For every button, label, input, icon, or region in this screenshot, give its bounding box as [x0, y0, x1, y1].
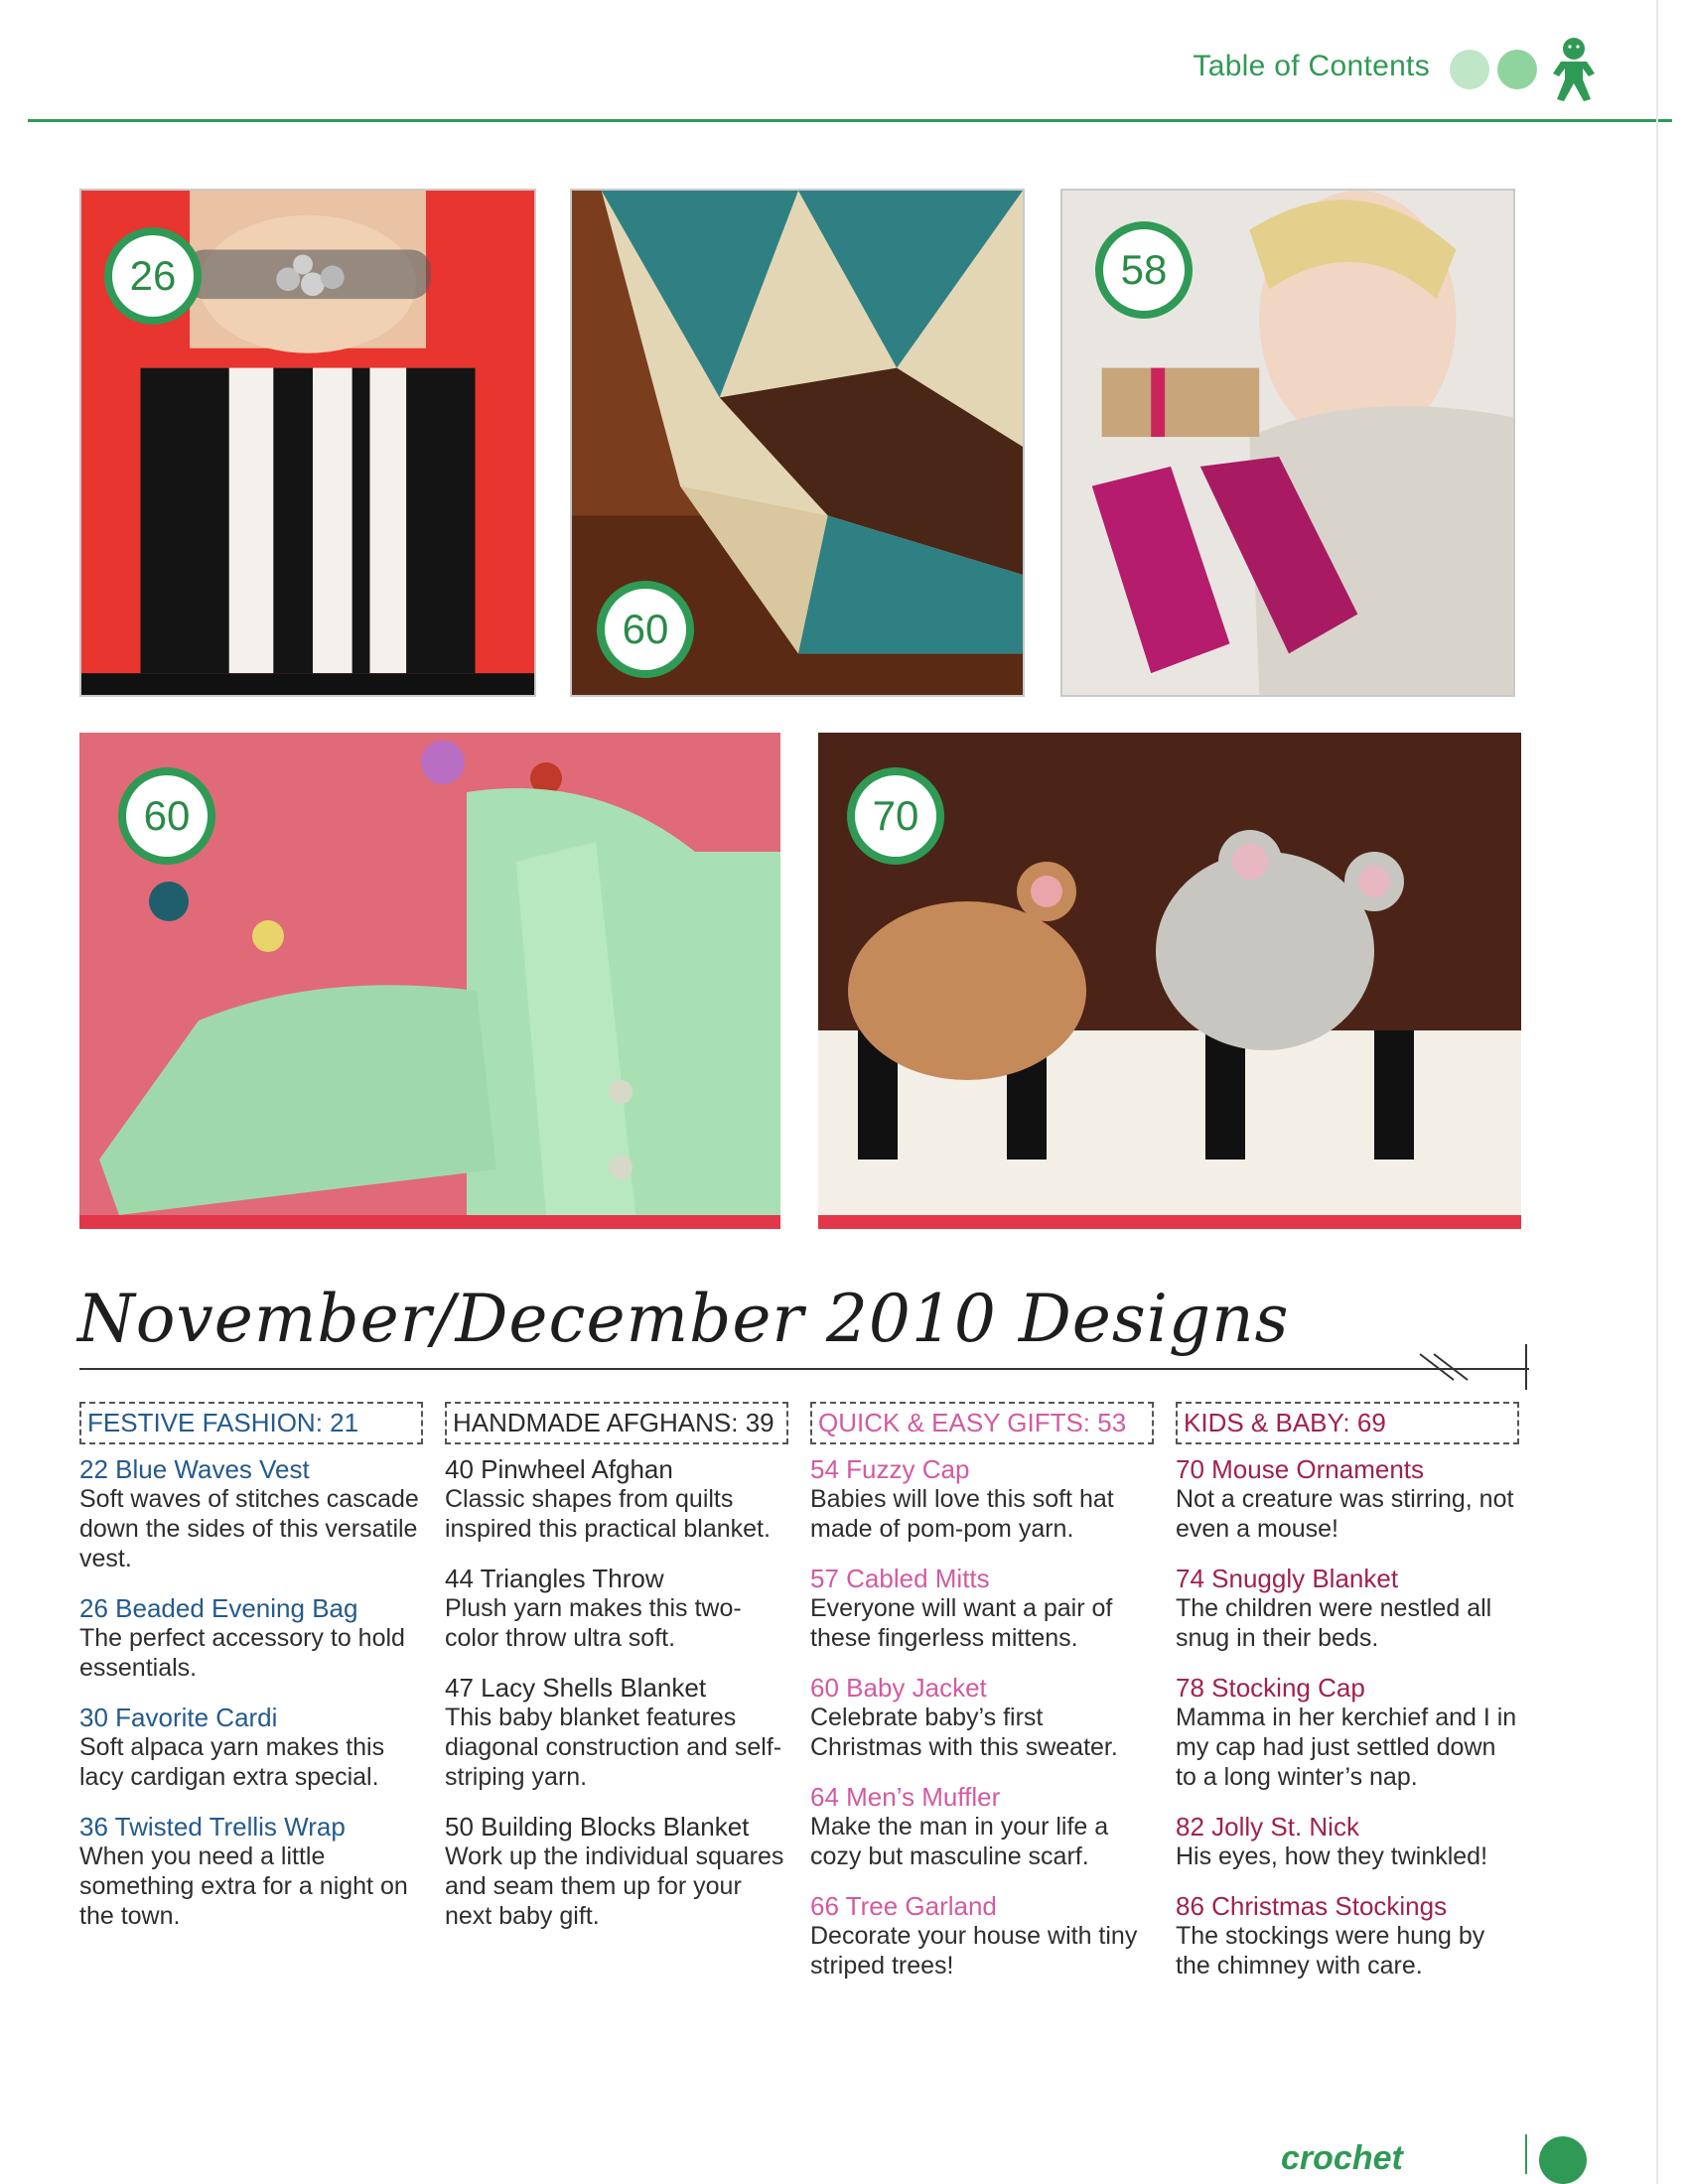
cabled-mitts-photo [1060, 189, 1515, 697]
title-underline [79, 1368, 1529, 1370]
section-kids-baby [1176, 1402, 1519, 2000]
item-title: 66 Tree Garland [810, 1891, 997, 1921]
list-item[interactable] [79, 1593, 423, 1683]
item-title: 26 Beaded Evening Bag [79, 1593, 358, 1623]
item-title: 57 Cabled Mitts [810, 1564, 990, 1593]
section-heading: KIDS & BABY: 69 [1176, 1402, 1519, 1444]
list-item[interactable] [79, 1812, 423, 1931]
photo-accent-bar [818, 1215, 1521, 1229]
header-divider [28, 119, 1672, 122]
list-item[interactable] [445, 1812, 788, 1931]
page-section-title: Table of Contents [1193, 50, 1430, 82]
list-item[interactable] [79, 1703, 423, 1792]
list-item[interactable] [810, 1673, 1154, 1762]
item-description: Soft waves of stitches cascade down the sides of this versatile vest. [79, 1485, 419, 1572]
item-description: Everyone will want a pair of these fingerless mittens. [810, 1594, 1113, 1652]
item-description: Work up the individual squares and seam them up for your next baby gift. [445, 1843, 784, 1930]
item-title: 64 Men’s Muffler [810, 1782, 1001, 1812]
item-title: 60 Baby Jacket [810, 1673, 987, 1703]
item-description: Celebrate baby’s first Christmas with this sweater. [810, 1704, 1118, 1761]
item-description: His eyes, how they twinkled! [1176, 1843, 1488, 1870]
item-title: 78 Stocking Cap [1176, 1673, 1365, 1703]
list-item[interactable] [810, 1891, 1154, 1980]
list-item[interactable] [810, 1454, 1154, 1544]
item-title: 82 Jolly St. Nick [1176, 1812, 1359, 1842]
section-heading: QUICK & EASY GIFTS: 53 [810, 1402, 1154, 1444]
item-title: 50 Building Blocks Blanket [445, 1812, 750, 1842]
item-description: Plush yarn makes this two-color throw ultra soft. [445, 1594, 742, 1652]
list-item[interactable] [810, 1782, 1154, 1871]
item-title: 30 Favorite Cardi [79, 1703, 278, 1732]
item-title: 74 Snuggly Blanket [1176, 1564, 1399, 1593]
item-title: 70 Mouse Ornaments [1176, 1454, 1425, 1484]
item-description: This baby blanket features diagonal construction and self-striping yarn. [445, 1704, 782, 1791]
page-number-dot [1539, 2136, 1587, 2184]
decorative-dot-light [1450, 50, 1489, 89]
list-item[interactable] [445, 1673, 788, 1792]
page-number-badge: 60 [115, 764, 218, 868]
list-item[interactable] [1176, 1812, 1519, 1871]
issue-title: November/December 2010 Designs [77, 1281, 1290, 1357]
section-handmade-afghans [445, 1402, 788, 1951]
item-title: 54 Fuzzy Cap [810, 1454, 970, 1484]
item-description: Classic shapes from quilts inspired this practical blanket. [445, 1485, 771, 1543]
item-description: Make the man in your life a cozy but masculine scarf. [810, 1813, 1109, 1870]
page-number-badge: 70 [844, 764, 947, 868]
list-item[interactable] [445, 1454, 788, 1544]
magazine-logo: crochet [1281, 2139, 1403, 2177]
page-number-badge: 60 [594, 578, 697, 681]
section-festive-fashion [79, 1402, 423, 1951]
list-item[interactable] [445, 1564, 788, 1653]
page-edge [1656, 0, 1658, 2184]
item-description: When you need a little something extra for a night on the town. [79, 1843, 408, 1930]
decorative-dot [1497, 50, 1537, 89]
item-title: 36 Twisted Trellis Wrap [79, 1812, 346, 1842]
item-description: Soft alpaca yarn makes this lacy cardigan extra special. [79, 1733, 385, 1791]
footer-divider [1525, 2134, 1527, 2174]
gingerbread-man-icon [1549, 36, 1599, 103]
page-number-badge: 58 [1092, 218, 1196, 322]
item-description: Mamma in her kerchief and I in my cap had just settled down to a long winter’s nap. [1176, 1704, 1517, 1791]
item-title: 86 Christmas Stockings [1176, 1891, 1448, 1921]
list-item[interactable] [1176, 1564, 1519, 1653]
list-item[interactable] [1176, 1673, 1519, 1792]
item-description: Not a creature was stirring, not even a mouse! [1176, 1485, 1514, 1543]
item-title: 44 Triangles Throw [445, 1564, 664, 1593]
title-underline-end [1525, 1344, 1527, 1390]
baby-jacket-photo [79, 733, 780, 1229]
page-number-badge: 26 [101, 224, 205, 328]
item-title: 40 Pinwheel Afghan [445, 1454, 673, 1484]
section-heading: HANDMADE AFGHANS: 39 [445, 1402, 788, 1444]
item-description: The stockings were hung by the chimney with care. [1176, 1922, 1485, 1979]
list-item[interactable] [1176, 1454, 1519, 1544]
list-item[interactable] [79, 1454, 423, 1573]
double-slash-ornament [1414, 1352, 1474, 1382]
list-item[interactable] [1176, 1891, 1519, 1980]
item-description: Decorate your house with tiny striped trees! [810, 1922, 1138, 1979]
item-description: The perfect accessory to hold essentials. [79, 1624, 405, 1682]
triangle-blanket-photo [570, 189, 1025, 697]
section-quick-easy-gifts [810, 1402, 1154, 2000]
item-description: Babies will love this soft hat made of pom-pom yarn. [810, 1485, 1114, 1543]
item-title: 22 Blue Waves Vest [79, 1454, 310, 1484]
beaded-bag-photo [79, 189, 536, 697]
item-description: The children were nestled all snug in their beds. [1176, 1594, 1492, 1652]
mouse-ornaments-photo [818, 733, 1521, 1229]
section-heading: FESTIVE FASHION: 21 [79, 1402, 423, 1444]
photo-accent-bar [79, 1215, 780, 1229]
list-item[interactable] [810, 1564, 1154, 1653]
item-title: 47 Lacy Shells Blanket [445, 1673, 707, 1703]
